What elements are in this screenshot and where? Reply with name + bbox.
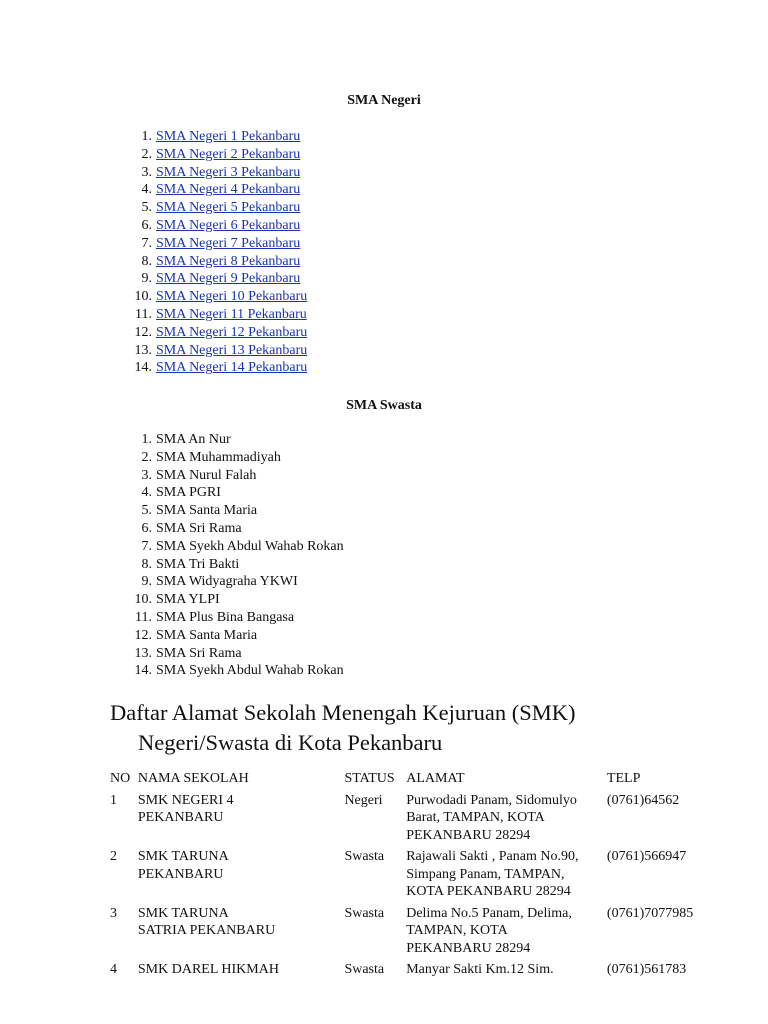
cell-line: Delima No.5 Panam, Delima,: [406, 905, 572, 921]
cell-line: SATRIA PEKANBARU: [137, 923, 276, 938]
list-number: 3.: [141, 467, 152, 483]
list-number: 5.: [141, 503, 152, 519]
list-number: 8.: [141, 556, 152, 572]
table-row: [108, 792, 728, 849]
list-number: 9.: [141, 574, 152, 590]
cell-line: SMK DAREL HIKMAH: [137, 962, 279, 977]
school-link[interactable]: SMA Negeri 5 Pekanbaru: [156, 200, 301, 216]
sma-negeri-item[interactable]: [110, 270, 530, 288]
sma-negeri-item[interactable]: [110, 342, 530, 360]
sma-swasta-item: [110, 573, 530, 591]
list-number: 11.: [135, 609, 152, 625]
sma-swasta-item: [110, 431, 530, 449]
list-number: 13.: [134, 342, 152, 358]
list-number: 8.: [141, 253, 152, 269]
cell-line: Purwodadi Panam, Sidomulyo: [406, 792, 577, 808]
header-status: STATUS: [344, 771, 395, 786]
smk-title-line2: Negeri/Swasta di Kota Pekanbaru: [138, 730, 443, 755]
list-number: 14.: [134, 360, 152, 376]
list-number: 6.: [141, 217, 152, 233]
list-number: 4.: [141, 182, 152, 198]
sma-swasta-item: [110, 449, 530, 467]
sma-swasta-heading: SMA Swasta: [346, 398, 422, 413]
school-name: SMA Muhammadiyah: [156, 449, 281, 465]
school-link[interactable]: SMA Negeri 8 Pekanbaru: [156, 253, 301, 269]
school-link[interactable]: SMA Negeri 2 Pekanbaru: [156, 146, 301, 162]
sma-swasta-item: [110, 467, 530, 485]
list-number: 14.: [134, 663, 152, 679]
list-number: 1.: [141, 129, 152, 144]
cell-line: SMK TARUNA: [137, 849, 229, 864]
cell-telp: (0761)7077985: [606, 905, 694, 921]
cell-line: PEKANBARU 28294: [406, 940, 531, 956]
school-link[interactable]: SMA Negeri 4 Pekanbaru: [156, 182, 301, 198]
sma-swasta-item: [110, 609, 530, 627]
cell-line: Simpang Panam, TAMPAN,: [406, 866, 565, 882]
sma-swasta-item: [110, 627, 530, 645]
sma-swasta-item: [110, 556, 530, 574]
list-number: 3.: [141, 164, 152, 180]
list-number: 1.: [141, 432, 152, 447]
school-name: SMA Santa Maria: [156, 627, 258, 643]
sma-swasta-item: [110, 484, 530, 502]
sma-swasta-item: [110, 591, 530, 609]
cell-line: PEKANBARU: [137, 866, 224, 882]
school-link[interactable]: SMA Negeri 12 Pekanbaru: [156, 324, 308, 340]
list-number: 12.: [134, 324, 152, 340]
list-number: 2.: [141, 449, 152, 465]
sma-negeri-item[interactable]: [110, 253, 530, 271]
cell-status: Swasta: [344, 962, 385, 977]
cell-telp: (0761)566947: [606, 849, 687, 864]
sma-negeri-list: [110, 128, 530, 377]
cell-no: 1: [110, 792, 117, 808]
list-number: 7.: [141, 235, 152, 251]
sma-negeri-item[interactable]: [110, 217, 530, 235]
sma-negeri-item[interactable]: [110, 306, 530, 324]
sma-swasta-item: [110, 645, 530, 663]
list-number: 10.: [134, 592, 152, 608]
cell-line: Manyar Sakti Km.12 Sim.: [406, 962, 554, 977]
cell-name: [136, 792, 343, 849]
school-name: SMA Tri Bakti: [156, 556, 240, 572]
cell-status: Negeri: [344, 792, 383, 808]
school-name: SMA Syekh Abdul Wahab Rokan: [156, 538, 344, 554]
cell-line: PEKANBARU 28294: [406, 827, 531, 843]
sma-negeri-item[interactable]: [110, 324, 530, 342]
cell-line: Barat, TAMPAN, KOTA: [406, 810, 545, 825]
school-name: SMA Nurul Falah: [156, 467, 257, 483]
sma-negeri-item[interactable]: [110, 359, 530, 377]
cell-line: KOTA PEKANBARU 28294: [406, 884, 571, 899]
list-number: 10.: [134, 289, 152, 305]
cell-line: SMK NEGERI 4: [137, 792, 234, 808]
sma-negeri-item[interactable]: [110, 128, 530, 146]
school-name: SMA An Nur: [156, 432, 231, 447]
sma-swasta-item: [110, 502, 530, 520]
cell-name: [136, 905, 343, 962]
school-link[interactable]: SMA Negeri 7 Pekanbaru: [156, 235, 301, 251]
header-name: NAMA SEKOLAH: [137, 771, 249, 786]
smk-title: [110, 698, 750, 758]
cell-status: Swasta: [344, 905, 385, 921]
header-telp: TELP: [606, 771, 641, 786]
cell-status: Swasta: [344, 849, 385, 864]
smk-title-line1: Daftar Alamat Sekolah Menengah Kejuruan (SMK): [110, 700, 576, 725]
list-number: 13.: [134, 645, 152, 661]
smk-table-body: [108, 792, 728, 983]
table-row: [108, 848, 728, 905]
school-name: SMA Sri Rama: [156, 645, 242, 661]
sma-negeri-item[interactable]: [110, 235, 530, 253]
school-name: SMA Syekh Abdul Wahab Rokan: [156, 663, 344, 679]
school-link[interactable]: SMA Negeri 3 Pekanbaru: [156, 164, 301, 180]
table-row: [108, 905, 728, 962]
smk-table-header-row: [108, 770, 728, 792]
list-number: 9.: [141, 271, 152, 287]
header-address: ALAMAT: [406, 771, 465, 786]
sma-swasta-item: [110, 662, 530, 680]
cell-name: [136, 961, 343, 983]
school-link[interactable]: SMA Negeri 6 Pekanbaru: [156, 217, 301, 233]
school-name: SMA Santa Maria: [156, 503, 258, 519]
cell-no: 4: [110, 962, 117, 977]
school-name: SMA PGRI: [156, 485, 221, 501]
sma-negeri-item[interactable]: [110, 199, 530, 217]
school-name: SMA Plus Bina Bangasa: [156, 609, 295, 625]
sma-negeri-item[interactable]: [110, 146, 530, 164]
cell-no: 3: [110, 905, 117, 921]
school-link[interactable]: SMA Negeri 13 Pekanbaru: [156, 342, 308, 358]
list-number: 6.: [141, 520, 152, 536]
cell-line: TAMPAN, KOTA: [406, 923, 508, 938]
list-number: 11.: [135, 306, 152, 322]
cell-address: [404, 792, 605, 849]
list-number: 2.: [141, 146, 152, 162]
school-link[interactable]: SMA Negeri 14 Pekanbaru: [156, 360, 308, 376]
school-name: SMA YLPI: [156, 592, 220, 608]
sma-swasta-item: [110, 538, 530, 556]
school-link[interactable]: SMA Negeri 10 Pekanbaru: [156, 289, 308, 305]
sma-swasta-list: [110, 431, 530, 680]
cell-line: SMK TARUNA: [137, 905, 229, 921]
cell-telp: (0761)64562: [606, 792, 680, 808]
list-number: 12.: [134, 627, 152, 643]
cell-line: PEKANBARU: [137, 810, 224, 825]
school-link[interactable]: SMA Negeri 11 Pekanbaru: [156, 306, 307, 322]
cell-line: Rajawali Sakti , Panam No.90,: [406, 849, 579, 864]
list-number: 5.: [141, 200, 152, 216]
sma-negeri-item[interactable]: [110, 288, 530, 306]
cell-address: [404, 961, 605, 983]
cell-address: [404, 905, 605, 962]
cell-name: [136, 848, 343, 905]
header-no: NO: [110, 771, 131, 786]
sma-negeri-item[interactable]: [110, 181, 530, 199]
cell-telp: (0761)561783: [606, 962, 687, 977]
school-name: SMA Sri Rama: [156, 520, 242, 536]
school-link[interactable]: SMA Negeri 9 Pekanbaru: [156, 271, 301, 287]
school-name: SMA Widyagraha YKWI: [156, 574, 298, 590]
sma-negeri-item[interactable]: [110, 164, 530, 182]
list-number: 4.: [141, 485, 152, 501]
table-row: [108, 961, 728, 983]
school-link[interactable]: SMA Negeri 1 Pekanbaru: [156, 129, 301, 144]
sma-swasta-item: [110, 520, 530, 538]
sma-negeri-heading: SMA Negeri: [347, 93, 421, 108]
cell-address: [404, 848, 605, 905]
smk-table: [108, 770, 728, 983]
cell-no: 2: [110, 849, 117, 864]
list-number: 7.: [141, 538, 152, 554]
